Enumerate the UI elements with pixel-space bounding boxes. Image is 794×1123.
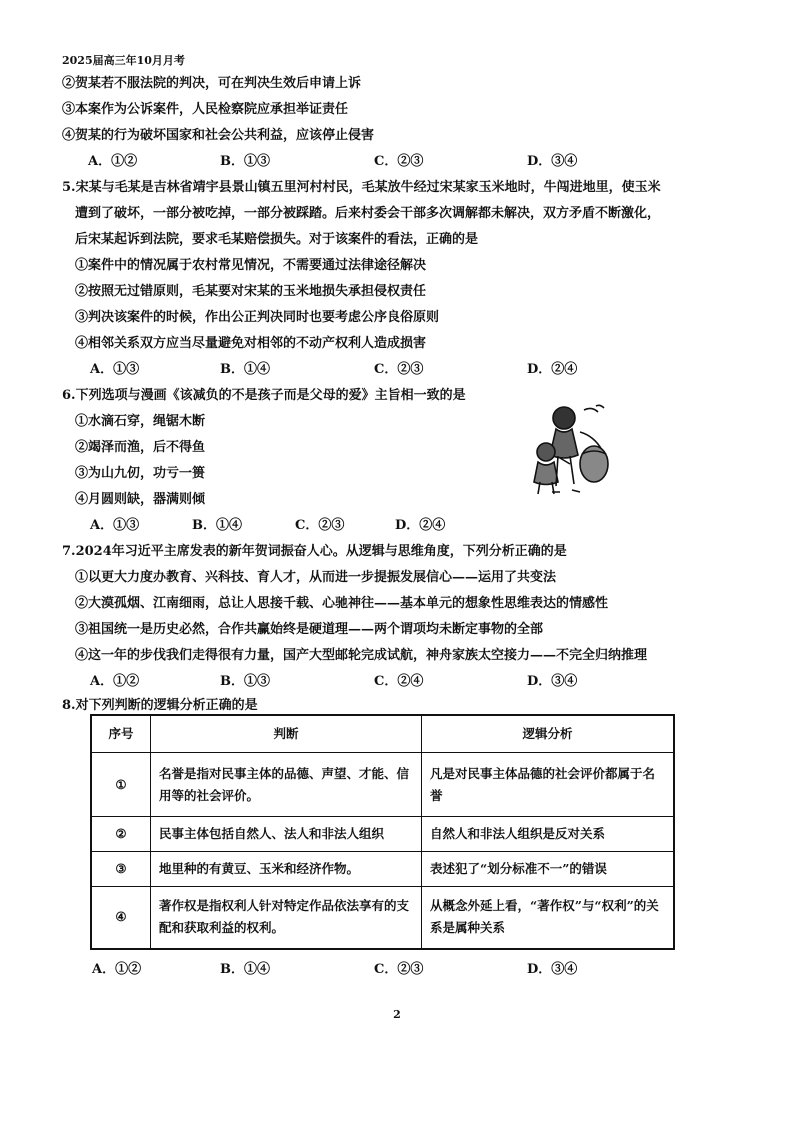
option-a: A．①② [90,674,140,689]
table-row [91,753,674,817]
option-d: D．③④ [527,674,578,689]
exam-header: 2025届高三年10月月考 [62,54,185,67]
option-b: B．①③ [220,674,270,689]
row-analysis: 表述犯了“划分标准不一”的错误 [422,852,675,887]
q4-statement: ③本案作为公诉案件，人民检察院应承担举证责任 [62,102,349,117]
q7-options [0,670,794,688]
q6-options [0,514,794,532]
page-number: 2 [393,1008,401,1021]
q4-statement: ②贺某若不服法院的判决，可在判决生效后申请上诉 [62,76,362,91]
row-analysis: 从概念外延上看，“著作权”与“权利”的关系是属种关系 [422,887,675,949]
option-b: B．①③ [220,154,270,169]
option-c: C．②③ [374,154,424,169]
q7-statement: ②大漠孤烟、江南细雨，总让人思接千载、心驰神往——基本单元的想象性思维表达的情感性 [75,596,609,611]
row-analysis: 自然人和非法人组织是反对关系 [422,817,675,852]
q5-statement: ②按照无过错原则，毛某要对宋某的玉米地损失承担侵权责任 [75,284,427,299]
option-b: B．①④ [220,962,270,977]
row-analysis: 凡是对民事主体品德的社会评价都属于名誉 [422,753,675,817]
q7-stem: 7.2024年习近平主席发表的新年贺词振奋人心。从逻辑与思维角度，下列分析正确的是 [62,544,567,559]
option-c: C．②③ [374,362,424,377]
q8-stem: 8.对下列判断的逻辑分析正确的是 [62,698,258,713]
table-row [91,887,674,949]
q4-options [0,150,794,168]
q5-stem: 遭到了破坏，一部分被吃掉，一部分被踩踏。后来村委会干部多次调解都未解决，双方矛盾不断激化， [75,206,661,221]
logic-analysis-table [90,714,675,950]
q6-statement: ③为山九仞，功亏一篑 [75,466,206,481]
q6-statement: ①水滴石穿，绳锯木断 [75,414,206,429]
option-a: A．①③ [90,362,140,377]
option-c: C．②③ [374,962,424,977]
option-d: D．③④ [527,962,578,977]
header-analysis: 逻辑分析 [422,715,675,753]
row-number: ① [91,753,151,817]
q7-statement: ④这一年的步伐我们走得很有力量，国产大型邮轮完成试航，神舟家族太空接力——不完全归纳推理 [75,648,648,663]
row-judgement: 著作权是指权利人针对特定作品依法享有的支配和获取利益的权利。 [151,887,422,949]
q7-statement: ①以更大力度办教育、兴科技、育人才，从而进一步提振发展信心——运用了共变法 [75,570,557,585]
q5-statement: ④相邻关系双方应当尽量避免对相邻的不动产权利人造成损害 [75,336,427,351]
option-c: C．②③ [295,518,345,533]
cartoon-illustration [524,402,616,502]
row-judgement: 名誉是指对民事主体的品德、声望、才能、信用等的社会评价。 [151,753,422,817]
row-number: ④ [91,887,151,949]
header-judgement: 判断 [151,715,422,753]
row-judgement: 地里种的有黄豆、玉米和经济作物。 [151,852,422,887]
option-d: D．②④ [527,362,578,377]
header-number: 序号 [91,715,151,753]
q6-stem: 6.下列选项与漫画《该减负的不是孩子而是父母的爱》主旨相一致的是 [62,388,466,403]
table-row [91,817,674,852]
q5-options [0,358,794,376]
q8-options [0,958,794,976]
option-d: D．②④ [395,518,446,533]
option-b: B．①④ [220,362,270,377]
q6-statement: ④月圆则缺，器满则倾 [75,492,206,507]
option-a: A．①③ [90,518,140,533]
q4-statement: ④贺某的行为破坏国家和社会公共利益，应该停止侵害 [62,128,375,143]
option-d: D．③④ [527,154,578,169]
table-row [91,852,674,887]
option-c: C．②④ [374,674,424,689]
q6-statement: ②竭泽而渔，后不得鱼 [75,440,206,455]
option-b: B．①④ [192,518,242,533]
q7-statement: ③祖国统一是历史必然，合作共赢始终是硬道理——两个谓项均未断定事物的全部 [75,622,544,637]
option-a: A．①② [92,962,142,977]
q5-stem: 后宋某起诉到法院，要求毛某赔偿损失。对于该案件的看法，正确的是 [75,232,479,247]
option-a: A．①② [88,154,138,169]
q5-statement: ①案件中的情况属于农村常见情况，不需要通过法律途径解决 [75,258,427,273]
row-judgement: 民事主体包括自然人、法人和非法人组织 [151,817,422,852]
table-header-row [91,715,674,753]
row-number: ② [91,817,151,852]
row-number: ③ [91,852,151,887]
q5-stem: 5.宋某与毛某是吉林省靖宇县景山镇五里河村村民，毛某放牛经过宋某家玉米地时，牛闯进地里，使玉米 [62,180,661,195]
q5-statement: ③判决该案件的时候，作出公正判决同时也要考虑公序良俗原则 [75,310,440,325]
